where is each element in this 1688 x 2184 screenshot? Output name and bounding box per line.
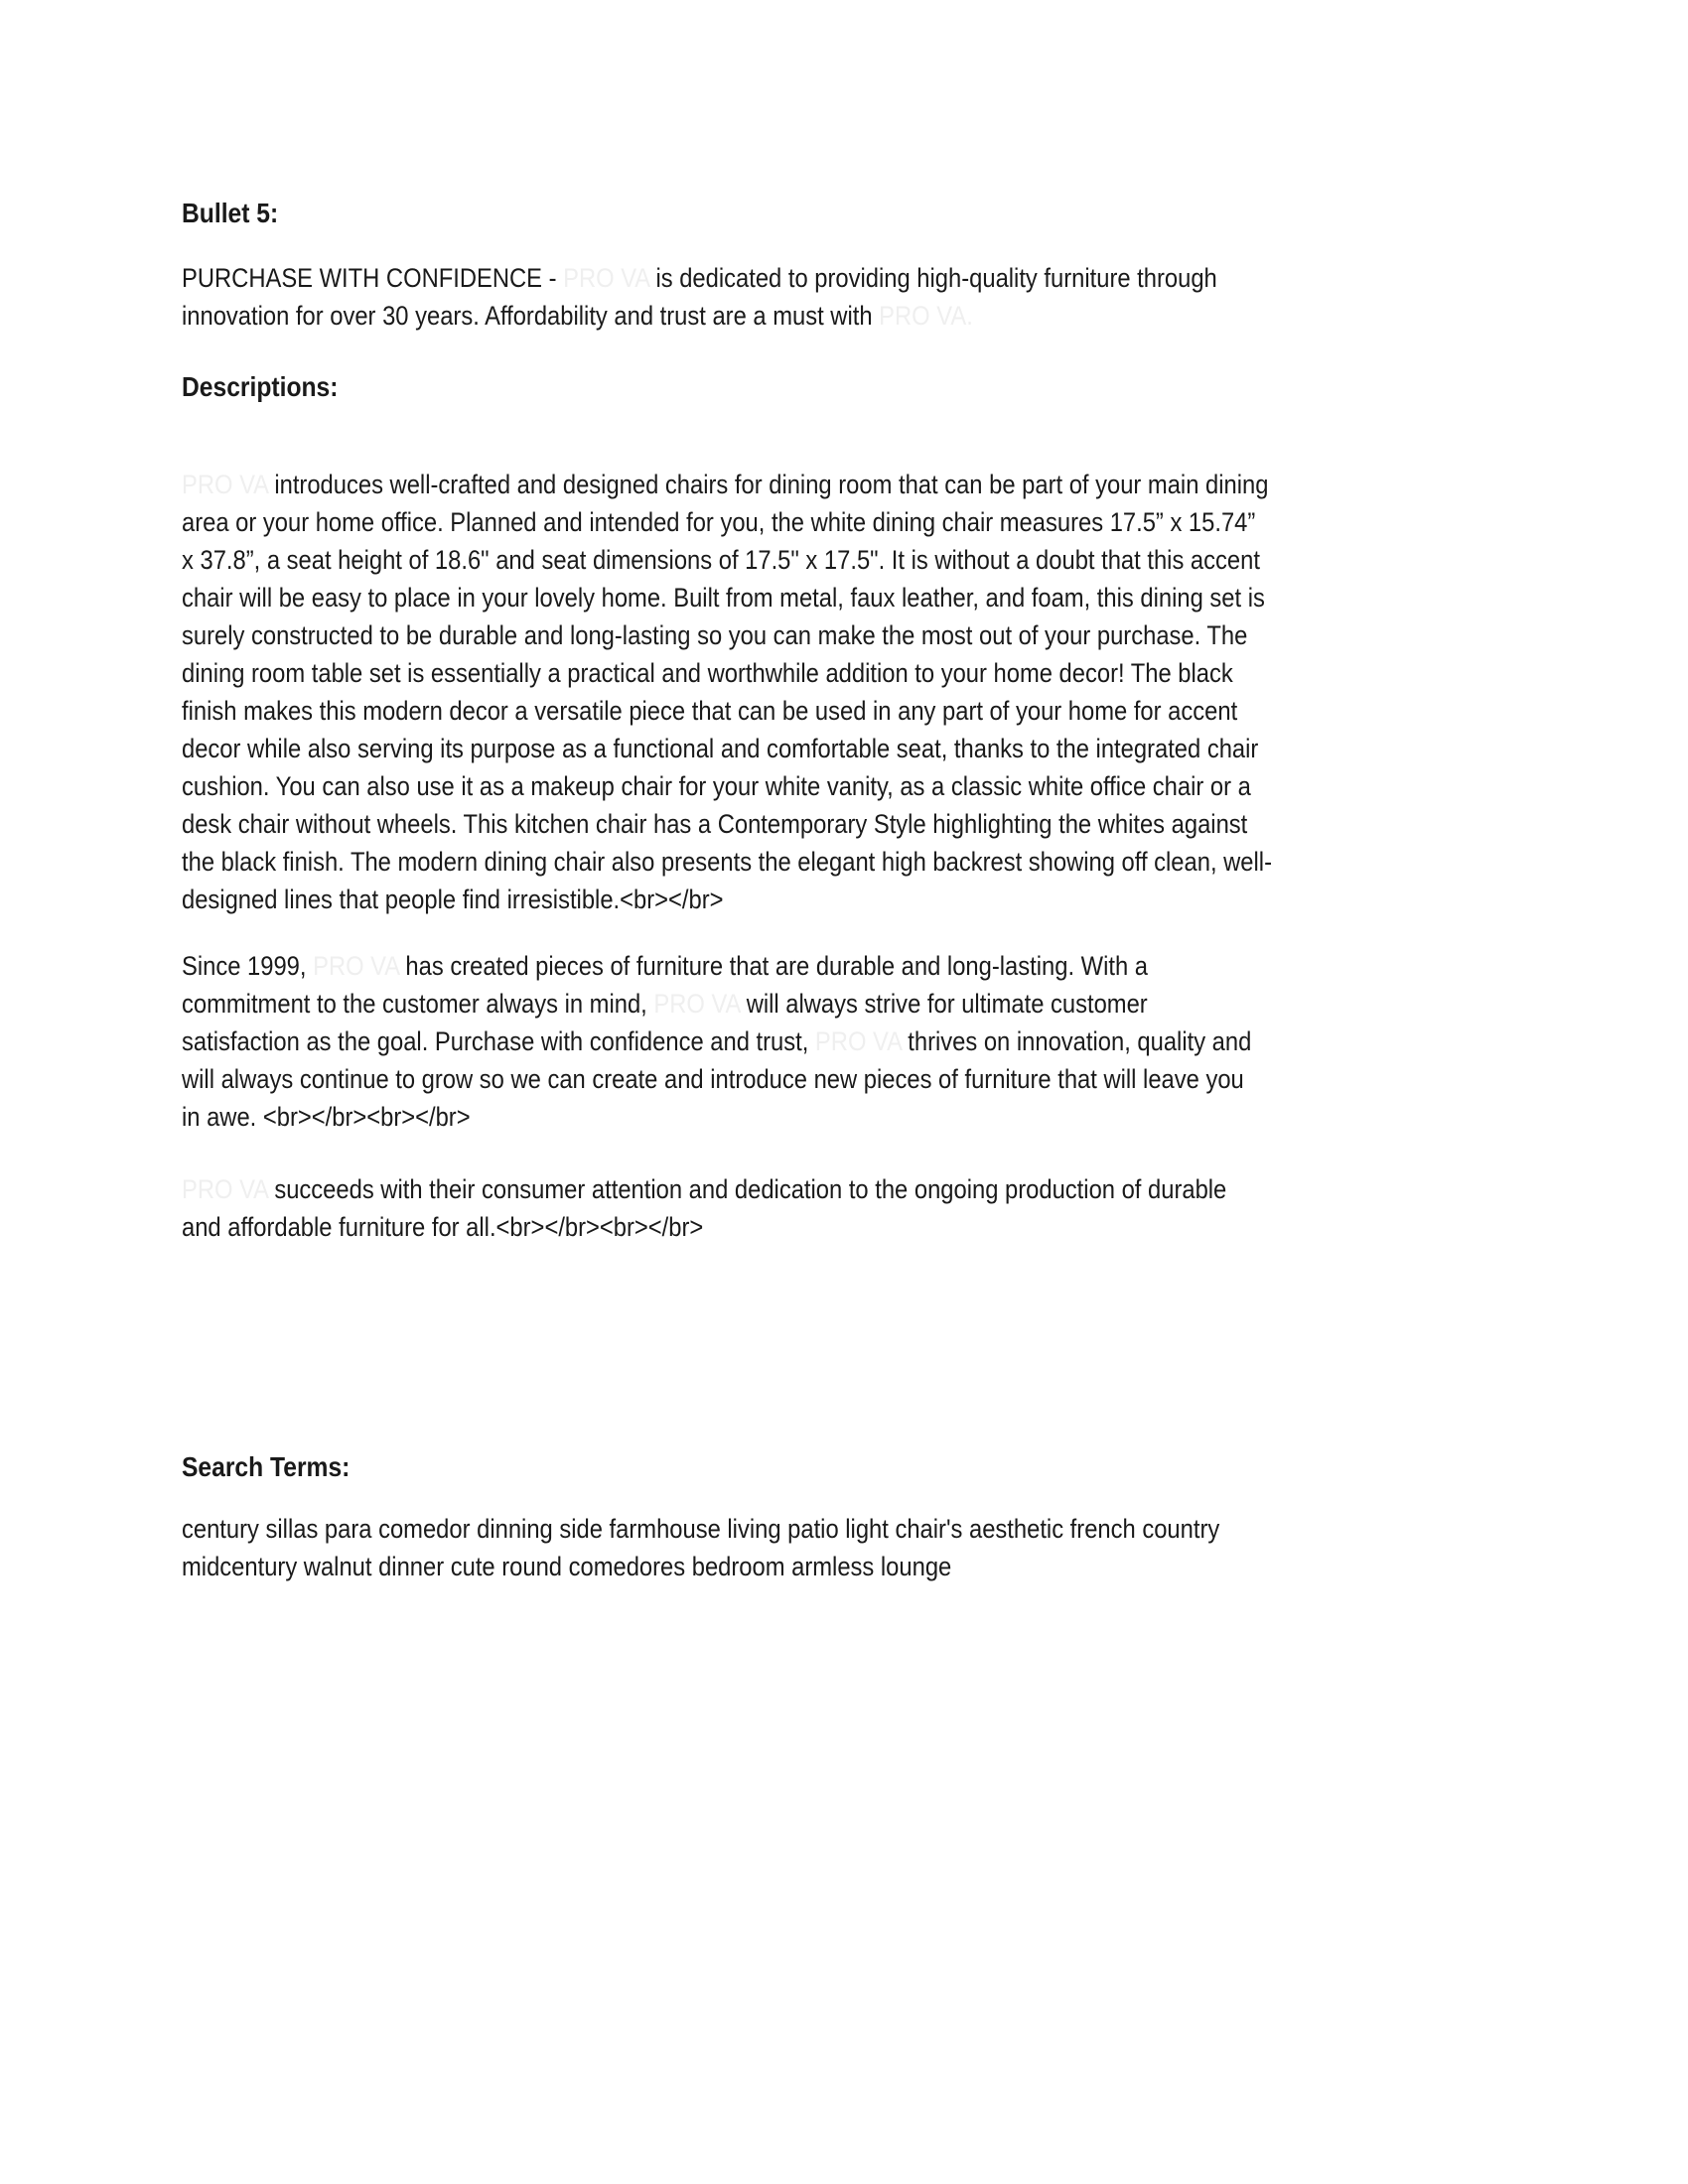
- text-segment: desk chair without wheels. This kitchen chair has a Contemporary Style highlighting the whites against: [182, 809, 1248, 839]
- text-line: [182, 805, 1507, 843]
- text-segment: Since 1999,: [182, 951, 314, 981]
- text-line: [182, 1060, 1507, 1098]
- section-heading-search-terms: Search Terms:: [182, 1451, 351, 1482]
- text-line: [182, 692, 1507, 730]
- descriptions-paragraph-3: [182, 1170, 1507, 1246]
- text-segment: x 37.8”, a seat height of 18.6" and seat dimensions of 17.5" x 17.5". It is without a doubt that this accent: [182, 545, 1260, 575]
- search-terms-paragraph: [182, 1510, 1507, 1585]
- text-line: [182, 259, 1507, 297]
- text-line: [182, 297, 1507, 335]
- text-segment: PURCHASE WITH CONFIDENCE -: [182, 263, 564, 293]
- text-segment: thrives on innovation, quality and: [901, 1026, 1252, 1056]
- brand-watermark-text: PRO VA: [563, 263, 649, 293]
- text-segment: is dedicated to providing high-quality furniture through: [648, 263, 1217, 293]
- section-heading-bullet5: Bullet 5:: [182, 198, 279, 228]
- text-line: [182, 1548, 1507, 1585]
- text-segment: will always continue to grow so we can create and introduce new pieces of furniture that will leave you: [182, 1064, 1244, 1094]
- text-segment: has created pieces of furniture that are durable and long-lasting. With a: [398, 951, 1148, 981]
- text-line: [182, 843, 1507, 881]
- text-line: [182, 1170, 1507, 1208]
- text-line: [182, 881, 1507, 918]
- brand-watermark-text: PRO VA: [313, 951, 399, 981]
- text-line: [182, 730, 1507, 767]
- text-line: [182, 947, 1507, 985]
- descriptions-paragraph-2: [182, 947, 1507, 1136]
- text-segment: midcentury walnut dinner cute round comedores bedroom armless lounge: [182, 1552, 952, 1581]
- text-line: [182, 1023, 1507, 1060]
- text-line: [182, 579, 1507, 616]
- text-line: [182, 985, 1507, 1023]
- text-segment: in awe. <br></br><br></br>: [182, 1102, 471, 1132]
- brand-watermark-text: PRO VA: [182, 1174, 268, 1204]
- text-segment: chair will be easy to place in your lovely home. Built from metal, faux leather, and foam, this dining set is: [182, 583, 1265, 613]
- brand-watermark-text: PRO VA: [653, 989, 741, 1019]
- text-segment: decor while also serving its purpose as a functional and comfortable seat, thanks to the integrated chair: [182, 734, 1259, 763]
- text-line: [182, 1510, 1507, 1548]
- text-line: [182, 767, 1507, 805]
- text-line: [182, 466, 1507, 503]
- text-line: [182, 503, 1507, 541]
- text-line: [182, 654, 1507, 692]
- text-segment: commitment to the customer always in mind,: [182, 989, 654, 1019]
- text-segment: the black finish. The modern dining chair also presents the elegant high backrest showing off clean, well-: [182, 847, 1273, 877]
- text-line: [182, 616, 1507, 654]
- text-column: [182, 195, 1507, 1585]
- brand-watermark-text: PRO VA.: [879, 301, 973, 331]
- section-heading-descriptions: Descriptions:: [182, 371, 339, 402]
- text-segment: and affordable furniture for all.<br></br><br></br>: [182, 1212, 704, 1242]
- text-segment: finish makes this modern decor a versatile piece that can be used in any part of your home for accent: [182, 696, 1238, 726]
- text-segment: designed lines that people find irresistible.<br></br>: [182, 885, 724, 914]
- text-line: [182, 1208, 1507, 1246]
- bullet5-paragraph: [182, 259, 1507, 335]
- text-segment: century sillas para comedor dinning side farmhouse living patio light chair's aesthetic french country: [182, 1514, 1220, 1544]
- text-line: [182, 1098, 1507, 1136]
- text-segment: area or your home office. Planned and intended for you, the white dining chair measures 17.5” x 15.74”: [182, 507, 1256, 537]
- text-segment: succeeds with their consumer attention and dedication to the ongoing production of durable: [267, 1174, 1227, 1204]
- text-segment: dining room table set is essentially a practical and worthwhile addition to your home decor! The black: [182, 658, 1233, 688]
- text-segment: introduces well-crafted and designed chairs for dining room that can be part of your main dining: [267, 470, 1269, 499]
- descriptions-paragraph-1: [182, 466, 1507, 918]
- text-line: [182, 541, 1507, 579]
- text-segment: satisfaction as the goal. Purchase with confidence and trust,: [182, 1026, 815, 1056]
- text-segment: cushion. You can also use it as a makeup chair for your white vanity, as a classic white office chair or a: [182, 771, 1251, 801]
- text-segment: will always strive for ultimate customer: [740, 989, 1148, 1019]
- text-segment: innovation for over 30 years. Affordability and trust are a must with: [182, 301, 880, 331]
- brand-watermark-text: PRO VA: [182, 470, 268, 499]
- brand-watermark-text: PRO VA: [814, 1026, 902, 1056]
- text-segment: surely constructed to be durable and long-lasting so you can make the most out of your purchase. The: [182, 620, 1248, 650]
